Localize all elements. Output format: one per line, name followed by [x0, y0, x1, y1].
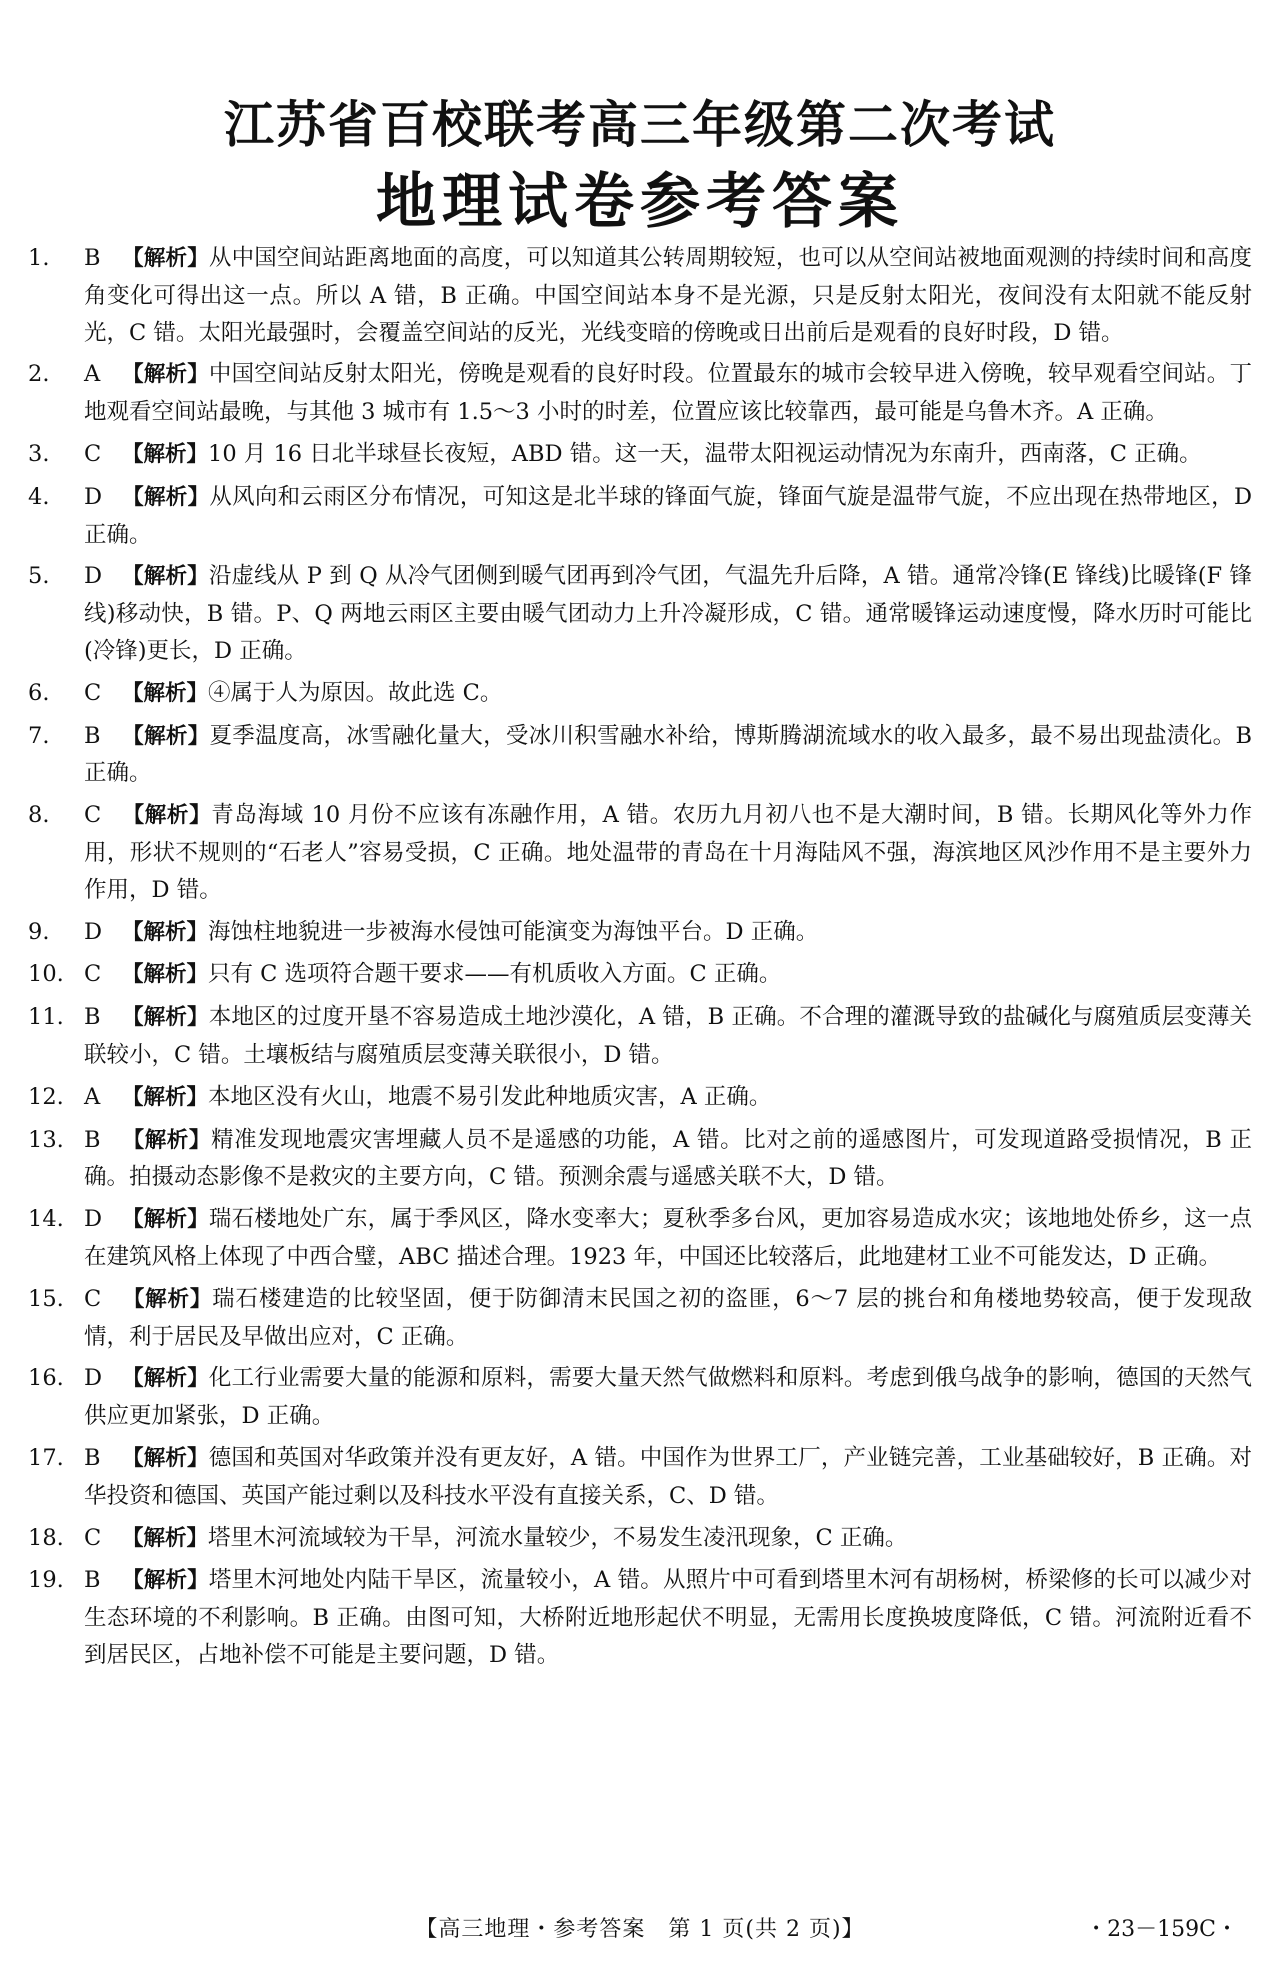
footer-paper-code: ・23－159C・	[1085, 1917, 1238, 1942]
answer-option: D	[84, 1206, 103, 1233]
analysis-tag: 【解析】	[122, 246, 209, 271]
answer-option: B	[84, 1004, 101, 1031]
analysis-tag: 【解析】	[122, 962, 209, 988]
answer-number: 3.	[28, 440, 50, 467]
analysis-tag: 【解析】	[122, 362, 209, 388]
answer-item	[28, 558, 1252, 669]
analysis-tag: 【解析】	[122, 1568, 209, 1594]
analysis-text: 本地区没有火山，地震不易引发此种地质灾害，A 正确。	[208, 1083, 772, 1110]
answer-item	[28, 1440, 1252, 1515]
answer-item	[28, 436, 1252, 474]
answer-option: C	[84, 802, 102, 829]
analysis-tag: 【解析】	[122, 484, 210, 510]
answer-option: C	[84, 1285, 102, 1312]
answer-number: 9.	[28, 918, 50, 945]
analysis-tag: 【解析】	[122, 1084, 209, 1110]
answer-item	[28, 479, 1252, 554]
answer-list	[28, 240, 1252, 1679]
page-footer	[0, 1910, 1280, 1950]
answer-option: C	[84, 961, 102, 988]
analysis-tag: 【解析】	[122, 1127, 211, 1153]
analysis-text: 青岛海域 10 月份不应该有冻融作用，A 错。农历九月初八也不是大潮时间，B 错。长期风化等外力作用，形状不规则的“石老人”容易受损，C 正确。地处温带的青岛在十月海陆风不强，海滨地区风沙作用不是主要外力作用，D 错。	[84, 802, 1252, 903]
answer-option: B	[84, 245, 101, 271]
answer-number: 15.	[28, 1285, 64, 1312]
answer-item	[28, 1079, 1252, 1117]
analysis-text: 从中国空间站距离地面的高度，可以知道其公转周期较短，也可以从空间站被地面观测的持续时间和高度角变化可得出这一点。所以 A 错，B 正确。中国空间站本身不是光源，只是反射太阳光，夜间没有太阳就不能反射光，C 错。太阳光最强时，会覆盖空间站的反光，光线变暗的傍晚或日出前后是观看的良好时段，D 错。	[84, 245, 1252, 346]
answer-number: 13.	[28, 1126, 64, 1153]
answer-option: D	[84, 563, 103, 590]
answer-number: 5.	[28, 563, 50, 590]
analysis-text: 从风向和云雨区分布情况，可知这是北半球的锋面气旋，锋面气旋是温带气旋，不应出现在热带地区，D 正确。	[84, 483, 1252, 548]
analysis-text: 塔里木河流域较为干旱，河流水量较少，不易发生凌汛现象，C 正确。	[208, 1524, 908, 1551]
analysis-text: 瑞石楼建造的比较坚固，便于防御清末民国之初的盗匪，6～7 层的挑台和角楼地势较高，便于发现敌情，利于居民及早做出应对，C 正确。	[84, 1285, 1252, 1350]
analysis-tag: 【解析】	[122, 1207, 209, 1233]
answer-number: 7.	[28, 722, 50, 749]
answer-number: 16.	[28, 1365, 64, 1392]
answer-number: 6.	[28, 679, 50, 706]
answer-option: C	[84, 440, 102, 467]
analysis-tag: 【解析】	[122, 803, 212, 829]
answer-item	[28, 1281, 1252, 1356]
answer-number: 18.	[28, 1524, 64, 1551]
answer-number: 1.	[28, 245, 50, 271]
answer-number: 4.	[28, 483, 50, 510]
answer-number: 17.	[28, 1444, 64, 1471]
answer-item	[28, 1520, 1252, 1558]
analysis-tag: 【解析】	[122, 441, 209, 467]
analysis-text: 塔里木河地处内陆干旱区，流量较小，A 错。从照片中可看到塔里木河有胡杨树，桥梁修的长可以减少对生态环境的不利影响。B 正确。由图可知，大桥附近地形起伏不明显，无需用长度换坡度降低，C 错。河流附近看不到居民区，占地补偿不可能是主要问题，D 错。	[84, 1567, 1252, 1668]
analysis-tag: 【解析】	[122, 680, 209, 706]
answer-option: C	[84, 679, 102, 706]
analysis-text: 只有 C 选项符合题干要求——有机质收入方面。C 正确。	[208, 961, 782, 988]
answer-item	[28, 718, 1252, 793]
answer-number: 11.	[28, 1004, 64, 1031]
answer-item	[28, 1201, 1252, 1276]
answer-number: 10.	[28, 961, 64, 988]
analysis-text: 瑞石楼地处广东，属于季风区，降水变率大；夏秋季多台风，更加容易造成水灾；该地地处侨乡，这一点在建筑风格上体现了中西合璧，ABC 描述合理。1923 年，中国还比较落后，此地建材工业不可能发达，D 正确。	[84, 1206, 1252, 1270]
analysis-text: 德国和英国对华政策并没有更友好，A 错。中国作为世界工厂，产业链完善，工业基础较好，B 正确。对华投资和德国、英国产能过剩以及科技水平没有直接关系，C、D 错。	[84, 1444, 1252, 1509]
analysis-text: 精准发现地震灾害埋藏人员不是遥感的功能，A 错。比对之前的遥感图片，可发现道路受损情况，B 正确。拍摄动态影像不是救灾的主要方向，C 错。预测余震与遥感关联不大，D 错。	[84, 1126, 1252, 1191]
answer-number: 14.	[28, 1206, 64, 1233]
analysis-tag: 【解析】	[122, 1286, 213, 1312]
answer-item	[28, 1122, 1252, 1197]
exam-title: 江苏省百校联考高三年级第二次考试	[224, 96, 1056, 154]
answer-option: A	[84, 1083, 101, 1110]
answer-option: B	[84, 1444, 101, 1471]
answer-number: 12.	[28, 1083, 64, 1110]
analysis-tag: 【解析】	[122, 1525, 209, 1551]
analysis-tag: 【解析】	[122, 919, 209, 945]
analysis-text: 化工行业需要大量的能源和原料，需要大量天然气做燃料和原料。考虑到俄乌战争的影响，德国的天然气供应更加紧张，D 正确。	[84, 1365, 1252, 1430]
answer-number: 19.	[28, 1567, 64, 1594]
answer-item	[28, 1360, 1252, 1435]
analysis-text: 本地区的过度开垦不容易造成土地沙漠化，A 错，B 正确。不合理的灌溉导致的盐碱化与腐殖质层变薄关联较小，C 错。土壤板结与腐殖质层变薄关联很小，D 错。	[84, 1004, 1252, 1068]
analysis-text: 夏季温度高，冰雪融化量大，受冰川积雪融水补给，博斯腾湖流域水的收入最多，最不易出现盐渍化。B 正确。	[84, 722, 1252, 787]
answer-item	[28, 914, 1252, 952]
answer-item	[28, 956, 1252, 994]
answer-item	[28, 240, 1252, 351]
analysis-tag: 【解析】	[122, 1005, 209, 1031]
answer-option: C	[84, 1524, 102, 1551]
analysis-text: 10 月 16 日北半球昼长夜短，ABD 错。这一天，温带太阳视运动情况为东南升，西南落，C 正确。	[208, 440, 1202, 467]
analysis-tag: 【解析】	[122, 1445, 209, 1471]
answer-option: D	[84, 918, 103, 945]
answer-item	[28, 356, 1252, 431]
footer-page-info: 【高三地理・参考答案 第 1 页(共 2 页)】	[415, 1917, 865, 1942]
answer-item	[28, 1562, 1252, 1673]
analysis-tag: 【解析】	[122, 723, 210, 749]
analysis-tag: 【解析】	[122, 564, 209, 590]
answer-item	[28, 675, 1252, 713]
analysis-text: 沿虚线从 P 到 Q 从冷气团侧到暖气团再到冷气团，气温先升后降，A 错。通常冷锋(E 锋线)比暖锋(F 锋线)移动快，B 错。P、Q 两地云雨区主要由暖气团动力上升冷凝形成，C 错。通常暖锋运动速度慢，降水历时可能比(冷锋)更长，D 正确。	[84, 563, 1252, 664]
answer-option: B	[84, 722, 101, 749]
analysis-text: ④属于人为原因。故此选 C。	[208, 679, 503, 706]
answer-item	[28, 797, 1252, 908]
answer-item	[28, 999, 1252, 1074]
analysis-text: 海蚀柱地貌进一步被海水侵蚀可能演变为海蚀平台。D 正确。	[208, 918, 819, 945]
answer-option: B	[84, 1126, 101, 1153]
title-block	[0, 92, 1280, 240]
answer-option: B	[84, 1567, 101, 1594]
answer-option: D	[84, 483, 103, 510]
answer-number: 2.	[28, 361, 50, 388]
answer-number: 8.	[28, 802, 50, 829]
answer-option: A	[84, 361, 101, 388]
analysis-text: 中国空间站反射太阳光，傍晚是观看的良好时段。位置最东的城市会较早进入傍晚，较早观看空间站。丁地观看空间站最晚，与其他 3 城市有 1.5～3 小时的时差，位置应该比较靠西，最可能是乌鲁木齐。A 正确。	[84, 361, 1252, 426]
answer-option: D	[84, 1365, 103, 1392]
analysis-tag: 【解析】	[122, 1366, 209, 1392]
answer-key-title: 地理试卷参考答案	[376, 167, 904, 237]
